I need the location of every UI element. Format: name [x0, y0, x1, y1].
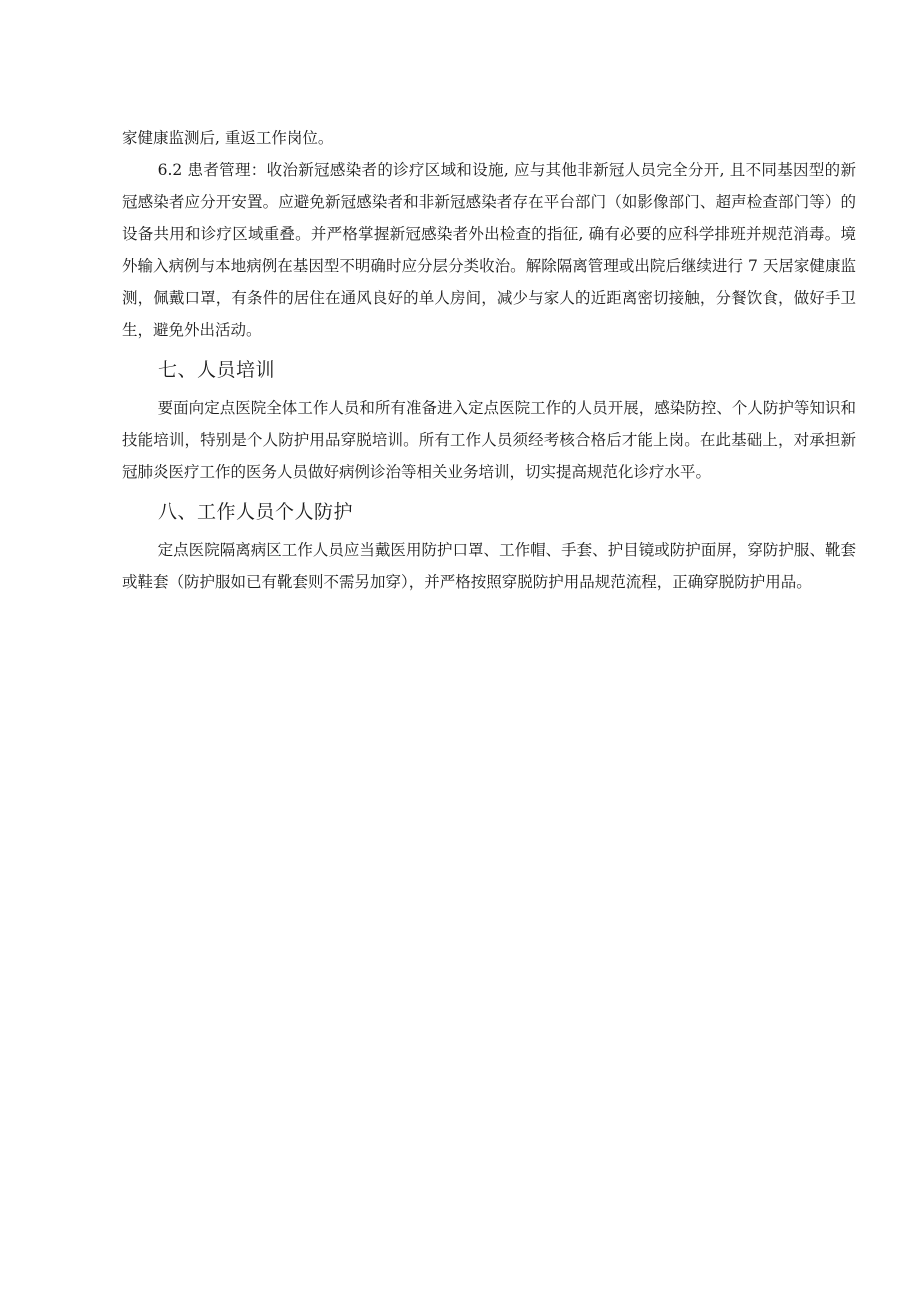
paragraph-section-7: 要面向定点医院全体工作人员和所有准备进入定点医院工作的人员开展，感染防控、个人防护等知识和技能培训，特别是个人防护用品穿脱培训。所有工作人员须经考核合格后才能上岗。在此基础上，对承担新冠肺炎医疗工作的医务人员做好病例诊治等相关业务培训，切实提高规范化诊疗水平。: [122, 399, 856, 481]
heading-section-7-staff-training: 七、人员培训: [158, 359, 276, 381]
paragraph-continued: 家健康监测后, 重返工作岗位。: [122, 129, 334, 147]
paragraph-6-2-patient-management: 6.2 患者管理：收治新冠感染者的诊疗区域和设施, 应与其他非新冠人员完全分开, 且不同基因型的新冠感染者应分开安置。应避免新冠感染者和非新冠感染者存在平台部门（如影像部门、超声检查部门等）的设备共用和诊疗区域重叠。并严格掌握新冠感染者外出检查的指征, 确有必要的应科学排班并规范消毒。境外输入病例与本地病例在基因型不明确时应分层分类收治。解除隔离管理或出院后继续进行 7 天居家健康监测，佩戴口罩，有条件的居住在通风良好的单人房间，减少与家人的近距离密切接触，分餐饮食，做好手卫生，避免外出活动。: [122, 161, 856, 339]
paragraph-section-8: 定点医院隔离病区工作人员应当戴医用防护口罩、工作帽、手套、护目镜或防护面屏，穿防护服、靴套或鞋套（防护服如已有靴套则不需另加穿），并严格按照穿脱防护用品规范流程，正确穿脱防护用品。: [122, 541, 856, 591]
document-body: [122, 122, 856, 598]
heading-section-8-staff-protection: 八、工作人员个人防护: [158, 501, 354, 523]
